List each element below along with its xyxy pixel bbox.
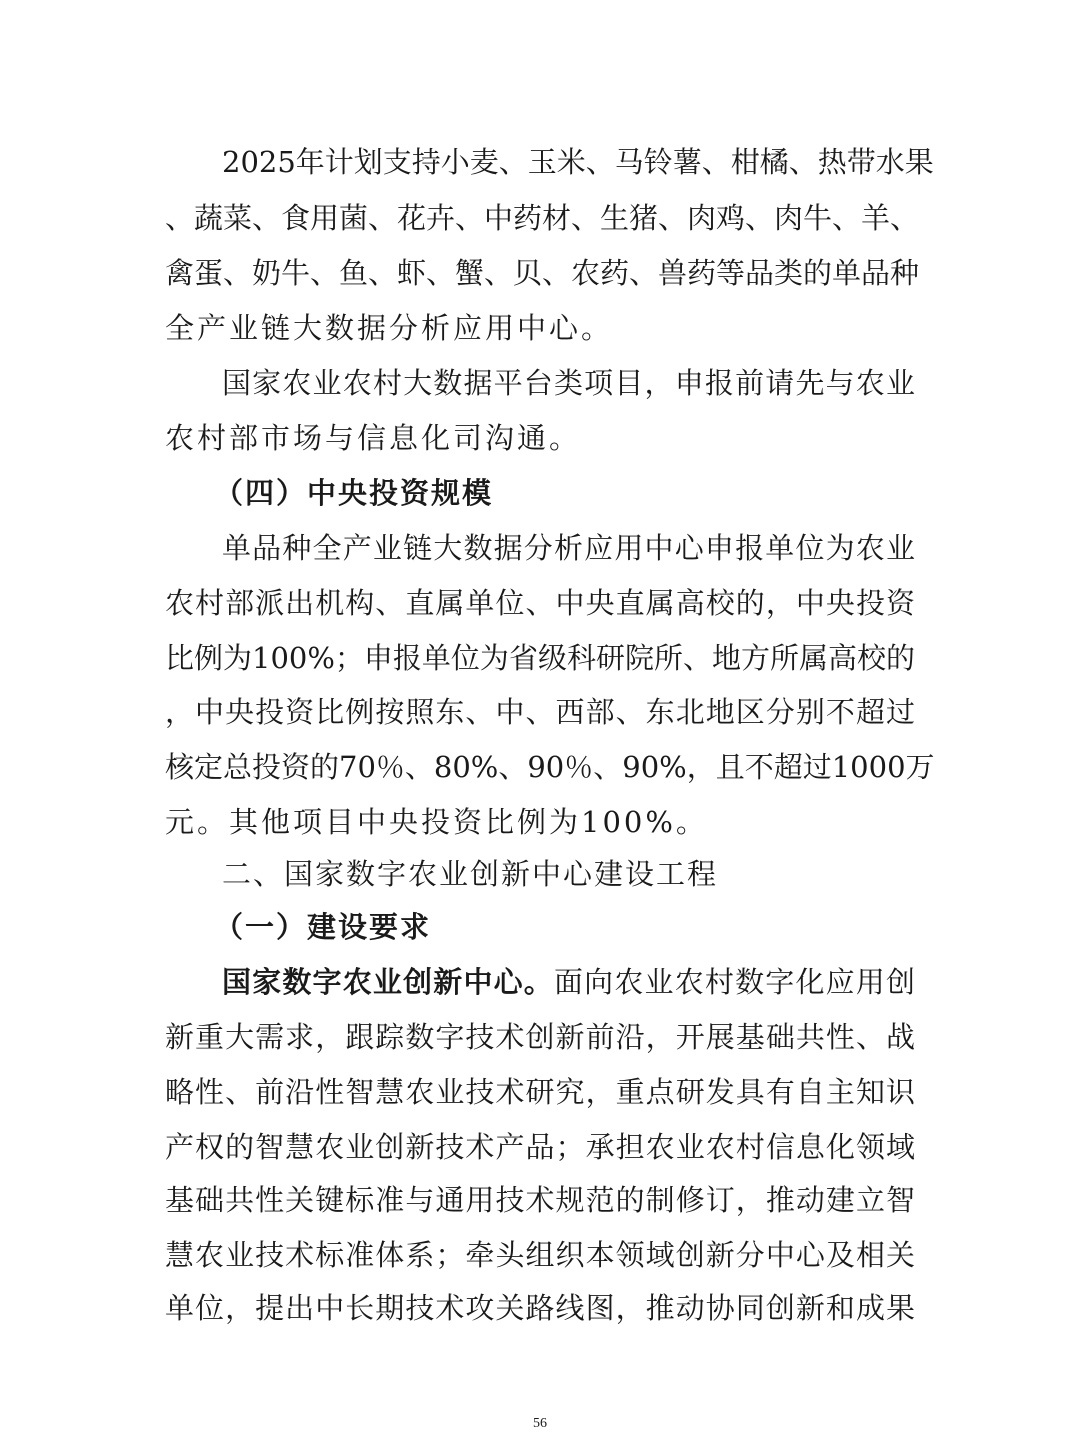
paragraph-line: 2025年计划支持小麦、玉米、马铃薯、柑橘、热带水果 xyxy=(222,145,934,179)
paragraph-line: 单位，提出中长期技术攻关路线图，推动协同创新和成果 xyxy=(165,1291,915,1325)
paragraph-line: 国家农业农村大数据平台类项目，申报前请先与农业 xyxy=(222,366,915,400)
paragraph-line: 元。其他项目中央投资比例为100%。 xyxy=(165,805,708,839)
paragraph-line: 基础共性关键标准与通用技术规范的制修订，推动建立智 xyxy=(165,1183,915,1217)
paragraph-text: 面向农业农村数字化应用创 xyxy=(554,965,915,999)
paragraph-line: 禽蛋、奶牛、鱼、虾、蟹、贝、农药、兽药等品类的单品种 xyxy=(165,256,920,290)
paragraph-line: 核定总投资的70％、80%、90％、90%，且不超过1000万 xyxy=(165,750,935,784)
chapter-heading: 二、国家数字农业创新中心建设工程 xyxy=(222,857,719,891)
section-heading: （一）建设要求 xyxy=(214,910,432,944)
paragraph-line: 新重大需求，跟踪数字技术创新前沿，开展基础共性、战 xyxy=(165,1020,915,1054)
paragraph-line: ，中央投资比例按照东、中、西部、东北地区分别不超过 xyxy=(165,695,915,729)
paragraph-line: 、蔬菜、食用菌、花卉、中药材、生猪、肉鸡、肉牛、羊、 xyxy=(165,201,920,235)
paragraph-line: 农村部派出机构、直属单位、中央直属高校的，中央投资 xyxy=(165,586,915,620)
paragraph-line: 产权的智慧农业创新技术产品；承担农业农村信息化领域 xyxy=(165,1130,915,1164)
page-number: 56 xyxy=(533,1416,547,1431)
paragraph-line: 慧农业技术标准体系；牵头组织本领域创新分中心及相关 xyxy=(165,1238,915,1272)
paragraph-line: 略性、前沿性智慧农业技术研究，重点研发具有自主知识 xyxy=(165,1075,915,1109)
paragraph-line: 农村部市场与信息化司沟通。 xyxy=(165,421,582,455)
paragraph-line: 单品种全产业链大数据分析应用中心申报单位为农业 xyxy=(222,531,915,565)
paragraph-line: 全产业链大数据分析应用中心。 xyxy=(165,311,614,345)
bold-lead-term: 国家数字农业创新中心。 xyxy=(222,965,554,999)
paragraph-line xyxy=(222,962,915,1002)
paragraph-line: 比例为100%；申报单位为省级科研院所、地方所属高校的 xyxy=(165,641,915,675)
section-heading: （四）中央投资规模 xyxy=(214,476,494,510)
